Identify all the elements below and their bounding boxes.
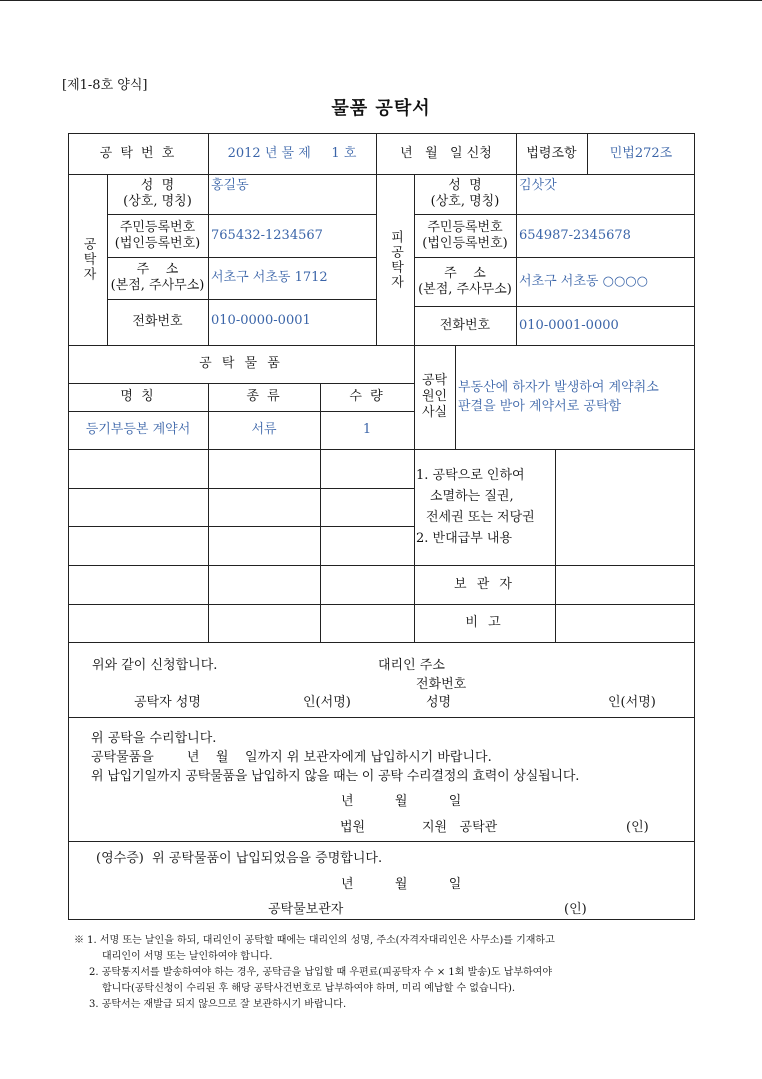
- application-statement: 위와 같이 신청합니다.: [92, 658, 218, 673]
- depositor-seal: 인(서명): [303, 695, 351, 710]
- goods-col-qty: 수 량: [349, 389, 385, 404]
- agent-address-label: 대리인 주소: [378, 658, 445, 673]
- depositee-name-label: 성 명 (상호, 명칭): [430, 178, 500, 209]
- depositee-id-value: 654987-2345678: [519, 227, 631, 243]
- depositor-id-label: 주민등록번호 (법인등록번호): [114, 219, 201, 251]
- depositor-name-sign-label: 공탁자 성명: [134, 695, 201, 710]
- receipt-seal: (인): [564, 902, 587, 917]
- top-border: [0, 0, 762, 1]
- depositor-phone-value: 010-0000-0001: [211, 313, 311, 328]
- note-line: ※ 1. 서명 또는 날인을 하되, 대리인이 공탁할 때에는 대리인의 성명, 주소(자격자대리인은 사무소)를 기재하고: [74, 935, 555, 946]
- note-line: 합니다(공탁신청이 수리된 후 해당 공탁사건번호로 납부하여야 하며, 미리 예납할 수 없습니다).: [102, 983, 516, 994]
- depositee-side-text: 피공탁자: [388, 229, 403, 290]
- receipt-keeper-label: 공탁물보관자: [268, 902, 344, 917]
- depositor-name-value: 홍길동: [211, 178, 249, 193]
- cause-label: 공탁 원인 사실: [421, 373, 448, 420]
- depositee-phone-value: 010-0001-0000: [519, 317, 619, 333]
- note-line: 3. 공탁서는 재발급 되지 않으므로 잘 보관하시기 바랍니다.: [89, 999, 347, 1010]
- depositor-side-text: 공탁자: [80, 237, 96, 282]
- depositee-id-label: 주민등록번호 (법인등록번호): [422, 219, 508, 251]
- agent-name-label: 성명: [426, 695, 452, 710]
- depositee-phone-label: 전화번호: [439, 317, 491, 333]
- acceptance-seal: (인): [626, 820, 649, 835]
- acceptance-court: 법원: [340, 820, 366, 835]
- depositee-name-value: 김삿갓: [519, 178, 557, 193]
- acceptance-branch-officer: 지원 공탁관: [422, 820, 498, 835]
- goods-col-name: 명 칭: [120, 389, 156, 404]
- apply-date-label: 년 월 일 신청: [400, 145, 492, 161]
- note-line: 대리인이 서명 또는 날인하여야 합니다.: [102, 951, 273, 962]
- agent-phone-label: 전화번호: [416, 677, 467, 692]
- depositor-side-label: [68, 174, 107, 345]
- rights-text: 1. 공탁으로 인하여 소멸하는 질권, 전세권 또는 저당권 2. 반대급부 내용: [416, 468, 535, 546]
- depositee-address-value: 서초구 서초동 ○○○○: [519, 273, 648, 289]
- depositor-name-label: 성 명 (상호, 명칭): [123, 178, 192, 209]
- goods-item-qty: 1: [362, 422, 372, 437]
- receipt-line-1: (영수증) 위 공탁물품이 납입되었음을 증명합니다.: [96, 851, 383, 866]
- deposit-number-value: 2012 년 물 제 1 호: [227, 145, 357, 161]
- law-label: 법령조항: [526, 145, 577, 161]
- acceptance-date: 년 월 일: [341, 794, 462, 809]
- acceptance-line-2: 공탁물품을 년 월 일까지 위 보관자에게 납입하시기 바랍니다.: [91, 750, 492, 765]
- goods-item-type: 서류: [251, 422, 277, 437]
- note-line: 2. 공탁통지서를 발송하여야 하는 경우, 공탁금을 납입할 때 우편료(피공탁자 수 × 1회 발송)도 납부하여야: [89, 967, 552, 978]
- depositor-address-label: 주 소 (본점, 주사무소): [110, 262, 205, 293]
- depositee-address-label: 주 소 (본점, 주사무소): [418, 265, 512, 297]
- depositor-phone-label: 전화번호: [132, 314, 183, 329]
- footnotes: [74, 933, 555, 1013]
- deposit-number-label: 공 탁 번 호: [99, 145, 177, 161]
- acceptance-line-3: 위 납입기일까지 공탁물품을 납입하지 않을 때는 이 공탁 수리결정의 효력이 상실됩니다.: [91, 769, 580, 784]
- depositee-side-label: [376, 174, 414, 345]
- remarks-label: 비 고: [465, 615, 504, 630]
- agent-seal: 인(서명): [608, 695, 656, 710]
- receipt-date: 년 월 일: [341, 877, 462, 892]
- goods-section-label: 공 탁 물 품: [199, 356, 283, 371]
- acceptance-line-1: 위 공탁을 수리합니다.: [91, 731, 217, 746]
- goods-item-name: 등기부등본 계약서: [85, 422, 191, 437]
- law-value: 민법272조: [609, 145, 673, 161]
- cause-text: 부동산에 하자가 발생하여 계약취소 판결을 받아 계약서로 공탁함: [458, 380, 659, 414]
- page-title: 물품 공탁서: [331, 98, 431, 119]
- goods-col-type: 종 류: [246, 389, 282, 404]
- keeper-label: 보 관 자: [454, 576, 515, 592]
- depositor-address-value: 서초구 서초동 1712: [211, 270, 328, 285]
- form-number: [제1-8호 양식]: [62, 78, 148, 93]
- depositor-id-value: 765432-1234567: [211, 227, 323, 243]
